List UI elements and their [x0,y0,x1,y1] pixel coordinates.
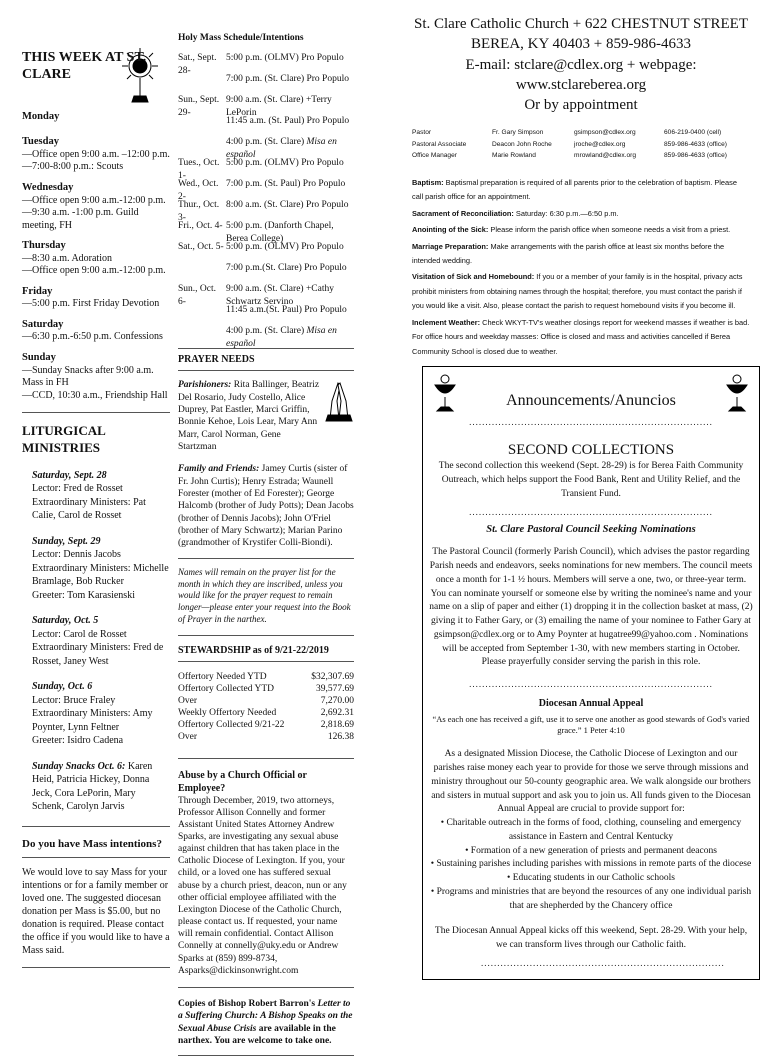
schedule-time: 7:00 p.m. (St. Paul) Pro Populo [226,179,346,190]
schedule-time: 8:00 a.m. (St. Clare) Pro Populo [226,200,349,211]
mass-schedule [178,52,354,349]
ministry-line: Extraordinary Ministers: Fred de Rosset, Janey West [32,642,164,667]
schedule-row [178,178,354,202]
ministry-date: Sunday, Oct. 6 [32,681,93,693]
ministry-line: Extraordinary Ministers: Amy Poynter, Lynn Feltner [32,708,153,733]
snacks [32,760,170,814]
schedule-row [178,262,354,283]
second-collections-text: The second collection this weekend (Sept. 28-29) is for Berea Faith Community Outreach, which helps support the Food Bank, Rent and Utility Relief, and the Transient Fund. [438,461,744,499]
staff-role: Pastor [412,129,432,137]
stewardship-value: 126.38 [327,731,354,742]
day-event: —Sunday Snacks after 9:00 a.m. Mass in FH [22,364,154,389]
chalice-icon [723,373,751,415]
staff-name: Deacon John Roche [492,140,552,148]
day-entry [22,285,170,311]
day-event: —Office open 9:00 a.m.-12:00 p.m. [22,265,166,277]
staff-role: Pastoral Associate [412,140,467,148]
info-text: Saturday: 6:30 p.m.—6:50 p.m. [513,208,619,218]
appeal-bullet: • Educating students in our Catholic schools [507,873,675,884]
ministry-block [32,535,170,603]
staff-phone: 859-986-4633 (office) [664,140,727,148]
schedule-row [178,220,354,244]
dots-divider: ........................................................................... [469,506,713,517]
day-event: —8:30 a.m. Adoration [22,252,112,264]
prayer-title: PRAYER NEEDS [178,354,255,366]
staff-table [412,127,750,162]
stewardship-title: STEWARDSHIP as of 9/21-22/2019 [178,645,329,657]
day-event: —7:00-8:00 p.m.: Scouts [22,161,124,173]
appeal-quote: “As each one has received a gift, use it to serve one another as good stewards of God's varied grace.” 1 Peter 4:10 [432,714,750,736]
church-name-line: St. Clare Catholic Church + 622 CHESTNUT STREET [414,16,748,32]
stewardship-value: $32,307.69 [311,672,354,683]
ministry-line: Lector: Dennis Jacobs [32,549,121,561]
day-entry [22,181,170,232]
stewardship-label: Over [178,731,197,742]
right-column [412,14,750,361]
prayer-note: Names will remain on the prayer list for the month in which they are inscribed, unless you would like for the prayer request to remain longer—please enter your request into the Book of Prayer in the narthex. [178,566,351,624]
week-title: THIS WEEK AT ST. CLARE [22,50,147,82]
appeal-title: Diocesan Annual Appeal [538,698,644,710]
schedule-row [178,94,354,118]
info-paragraph [412,240,750,269]
schedule-row [178,52,354,76]
ministry-line: Extraordinary Ministers: Michelle Bramlage, Bob Rucker [32,562,169,588]
schedule-row [178,241,354,262]
info-text: If you or a member of your family is in the hospital, privacy acts prohibit ministers from obtaining names through the hospital; therefore, you must contact the parish if you would like a visit. Also, please contact the parish to request homebound visits if you become ill. [412,272,743,311]
schedule-time: 5:00 p.m. (OLMV) Pro Populo [226,53,344,64]
staff-role: Office Manager [412,152,457,160]
staff-name: Fr. Gary Simpson [492,129,544,137]
schedule-row [178,283,354,307]
liturgical-title: LITURGICAL MINISTRIES [22,423,106,455]
info-paragraph [412,207,750,221]
day-name: Monday [22,110,60,122]
schedule-day: Sat., Sept. 28- [178,53,217,76]
info-paragraph [412,270,750,313]
ministry-line: Lector: Fred de Rosset [32,483,123,495]
left-column [22,50,170,978]
divider [178,987,354,988]
church-contact-line: E-mail: stclare@cdlex.org + webpage: www.stclareberea.org [465,56,697,93]
info-text: Make arrangements with the parish office at least six months before the intended wedding. [412,241,725,266]
divider [178,558,354,559]
chalice-icon [431,373,459,415]
appeal-text: As a designated Mission Diocese, the Catholic Diocese of Lexington and our parishes raise money each year to provide for those we serve through missions and ministry throughout our 50-county geographic area. We walk alongside our brothers and sisters in mutual support and ask you to join us. All funds given to the Diocesan Annual Appeal are crucial to provide support for: [431,749,751,815]
ministry-date: Saturday, Sept. 28 [32,469,107,481]
schedule-day: Tues., Oct. 1- [178,158,220,181]
schedule-time: 5:00 p.m. (Danforth Chapel, Berea College) [226,221,334,244]
mass-intentions-text: We would love to say Mass for your intentions or for a family member or loved one. The suggested diocesan donation per Mass is $5.00, but no donation is required. Please contact the office if you would like to have a Mass said. [22,867,170,957]
schedule-day: Thur., Oct. 3- [178,200,220,223]
week-days [22,110,170,402]
day-entry [22,135,170,174]
announcements-title: Announcements/Anuncios [506,392,676,409]
schedule-time: 11:45 a.m.(St. Paul) Pro Populo [226,305,347,316]
staff-email: mrowland@cdlex.org [574,152,637,160]
ministry-line: Lector: Bruce Fraley [32,694,116,706]
day-name: Wednesday [22,181,74,193]
schedule-time: 4:00 p.m. (St. Clare) Misa en español [226,137,337,160]
staff-phone: 606-219-0400 (cell) [664,129,722,137]
day-name: Sunday [22,351,56,363]
abuse-text: Through December, 2019, two attorneys, Professor Allison Connelly and former Assistant United States Attorney Andrew Sparks, are investigating any sexual abuse against children that has taken place in the Catholic Diocese of Lexington. If you, your child, or a loved one has suffered sexual abuse by a church priest, deacon, nun or any other official employee affiliated with the Lexington Diocese of the Catholic Church, please contact us. If requested, your name will remain confidential. Contact Allison Connelly at connelly@uky.edu or Andrew Sparks at (859) 899-8734, Asparks@dickinsonwright.com [178,795,347,976]
parishioners-list: Rita Ballinger, Beatriz Del Rosario, Judy Costello, Alice Duprey, Pat Eastler, Marci Griffin, Bonnie Kehoe, Lois Lear, Mary Ann Marr, Carol Norman, Gene Startzman [178,380,320,453]
info-label: Anointing of the Sick: [412,225,489,235]
snacks-text: Karen Heid, Patricia Hickey, Donna Jeck, Cora LePorin, Mary Schenk, Carolyn Jarvis [32,760,153,813]
praying-hands-icon [324,379,354,423]
staff-name: Marie Rowland [492,152,536,160]
staff-phone: 859-986-4633 (office) [664,152,727,160]
family-friends [178,463,354,549]
ministry-block [32,614,170,668]
info-paragraph [412,223,750,237]
ministry-line: Greeter: Isidro Cadena [32,735,124,747]
divider [22,857,170,858]
schedule-row [178,136,354,160]
ministry-date: Sunday, Sept. 29 [32,535,101,547]
divider [178,758,354,759]
copies-post: are available in the narthex. You are welcome to take one. [178,1023,336,1046]
divider [22,967,170,968]
info-label: Sacrament of Reconciliation: [412,208,514,218]
ministry-line: Lector: Carol de Rosset [32,628,127,640]
divider [178,1055,354,1056]
announcements-box [422,366,760,980]
day-event: —Office open 9:00 a.m. –12:00 p.m. [22,148,170,160]
staff-email: gsimpson@cdlex.org [574,129,636,137]
appeal-bullet: • Charitable outreach in the forms of food, clothing, counseling and emergency assistance in Eastern and Central Kentucky [440,818,742,842]
council-title: St. Clare Pastoral Council Seeking Nominations [486,523,696,535]
info-paragraph [412,176,750,205]
ministry-block [32,680,170,748]
day-name: Saturday [22,318,64,330]
info-text: Please inform the parish office when someone needs a visit from a priest. [488,225,731,235]
appeal-bullet: • Sustaining parishes including parishes with missions in remote parts of the diocese [430,859,752,870]
info-label: Inclement Weather: [412,317,481,327]
divider [178,661,354,662]
day-name: Thursday [22,240,66,252]
day-entry [22,239,170,278]
stewardship-value: 2,818.69 [320,719,354,730]
copies-notice [178,998,354,1047]
staff-row [412,127,750,139]
day-event: —5:00 p.m. First Friday Devotion [22,298,160,310]
parishioners-label: Parishioners: [178,380,232,391]
stewardship-value: 39,577.69 [316,684,354,695]
stewardship-label: Offertory Collected YTD [178,684,275,695]
schedule-time: 4:00 p.m. (St. Clare) Misa en español [226,326,337,349]
church-appointment-line: Or by appointment [524,97,638,113]
schedule-time: 5:00 p.m. (OLMV) Pro Populo [226,242,344,253]
info-label: Baptism: [412,177,444,187]
stewardship-row [178,696,354,708]
stewardship-label: Over [178,696,197,706]
staff-row [412,150,750,162]
schedule-row [178,199,354,223]
schedule-day: Fri., Oct. 4- [178,221,223,232]
church-address-line: BEREA, KY 40403 + 859-986-4633 [471,36,691,53]
schedule-day: Wed., Oct. 2- [178,179,219,202]
day-event: —6:30 p.m.-6:50 p.m. Confessions [22,331,163,343]
stewardship-label: Offertory Collected 9/21-22 [178,719,285,730]
appeal-bullet: • Formation of a new generation of priests and permanent deacons [465,845,717,856]
schedule-day: Sun., Oct. 6- [178,284,216,307]
dots-divider: ........................................................................... [469,416,713,427]
schedule-time: 9:00 a.m. (St. Clare) +Cathy Schwartz Servino [226,284,334,307]
schedule-title: Holy Mass Schedule/Intentions [178,33,304,43]
day-entry [22,318,170,344]
prayer-needs [178,379,354,625]
appeal-bullet: • Programs and ministries that are beyond the resources of any one individual parish that are shepherded by the Chancery office [430,886,752,911]
stewardship-value: 7,270.00 [320,696,354,706]
schedule-time: 5:00 p.m. (OLMV) Pro Populo [226,158,344,169]
info-paragraph [412,316,750,359]
divider [22,826,170,827]
stewardship-table [178,672,354,743]
family-list: Jamey Curtis (sister of Fr. John Curtis); Henry Estrada; Waunell Forester (mother of Ed Forester); George Halcomb (brother of Judy Potts); Dean Jacobs (brother of Dennis Jacobs); John O'Friel (brother of Mary Schwartz); Marian Parino (grandmother of Krystifer Colli-Biondi). [178,464,354,549]
abuse-title: Abuse by a Church Official or Employee? [178,769,307,794]
divider [178,370,354,371]
day-event: —9:30 a.m. -1:00 p.m. Guild meeting, FH [22,207,139,231]
staff-row [412,139,750,151]
schedule-row [178,325,354,349]
copies-pre: Copies of Bishop Robert Barron's [178,998,318,1009]
divider [22,412,170,413]
schedule-note: Misa en español [226,326,337,349]
schedule-time: 7:00 p.m.(St. Clare) Pro Populo [226,263,347,274]
mass-intentions-title: Do you have Mass intentions? [22,837,162,850]
ministry-date: Saturday, Oct. 5 [32,615,99,627]
stewardship-label: Offertory Needed YTD [178,672,267,683]
day-event: —Office open 9:00 a.m.-12:00 p.m. [22,194,166,206]
stewardship-row [178,732,354,744]
snacks-label: Sunday Snacks Oct. 6: [32,760,126,772]
info-label: Visitation of Sick and Homebound: [412,272,535,282]
day-entry [22,351,170,402]
schedule-day: Sat., Oct. 5- [178,242,224,253]
parishioners [178,379,320,453]
ministry-block [32,469,170,523]
staff-email: jroche@cdlex.org [574,140,626,148]
schedule-time: 9:00 a.m. (St. Clare) +Terry LePorin [226,95,332,118]
stewardship-row [178,708,354,720]
stewardship-label: Weekly Offertory Needed [178,707,277,718]
schedule-time: 7:00 p.m. (St. Clare) Pro Populo [226,74,349,85]
family-label: Family and Friends: [178,464,260,475]
middle-column [178,32,354,1064]
appeal-kickoff: The Diocesan Annual Appeal kicks off this weekend, Sept. 28-29. With your help, we can transform lives through our Catholic faith. [434,926,748,951]
ministry-line: Greeter: Tom Karasienski [32,589,135,601]
liturgical-blocks [22,469,170,748]
dots-divider: ........................................................................... [481,957,725,968]
sacrament-info [412,176,750,359]
schedule-row [178,157,354,181]
second-collections-title: SECOND COLLECTIONS [507,441,675,458]
info-label: Marriage Preparation: [412,241,489,251]
day-name: Friday [22,285,53,297]
stewardship-row [178,720,354,732]
stewardship-row [178,684,354,696]
church-header [412,14,750,115]
ministry-line: Extraordinary Ministers: Pat Calie, Carol de Rosset [32,496,146,522]
day-entry [22,110,170,124]
dots-divider: ........................................................................... [469,679,713,690]
day-name: Tuesday [22,136,59,148]
schedule-time: 11:45 a.m. (St. Paul) Pro Populo [226,116,350,127]
info-text: Baptismal preparation is required of all parents prior to the celebration of baptism. Please call parish office for an appointment. [412,177,737,202]
stewardship-value: 2,692.31 [320,707,354,718]
copies-book-title: Letter to a Suffering Church: A Bishop Speaks on the Sexual Abuse Crisis [178,998,353,1034]
schedule-note: Misa en español [226,137,337,160]
divider [178,635,354,636]
day-event: —CCD, 10:30 a.m., Friendship Hall [22,389,168,401]
council-text: The Pastoral Council (formerly Parish Council), which advises the pastor regarding Parish needs and endeavors, seeks nominations for new members. The council meets once a month for 1-1 ½ hours. Members will serve a one, two, or three-year term. You can nominate yourself or someone else by writing the nominee's name and your name on a slip of paper and either (1) dropping it in the collection basket at mass, (2) giving it to Father Gary, or (3) emailing the name of your nominee to Father Gary at gsimpson@cdlex.org or to Amy Poynter at hugatree99@yahoo.com . Nominations will be accepted from September 1-30, with new members starting in October. Please prayerfully consider serving the parish in this role. [429,547,753,668]
stewardship-row [178,672,354,684]
schedule-day: Sun., Sept. 29- [178,95,220,118]
info-text: Check WKYT-TV's weather closings report for weekend masses if weather is bad. For office hours and weekday masses: Office is closed and mass and activities cancelled if Berea Community School is closed due to weather. [412,317,750,356]
appeal-bullets [423,817,759,913]
